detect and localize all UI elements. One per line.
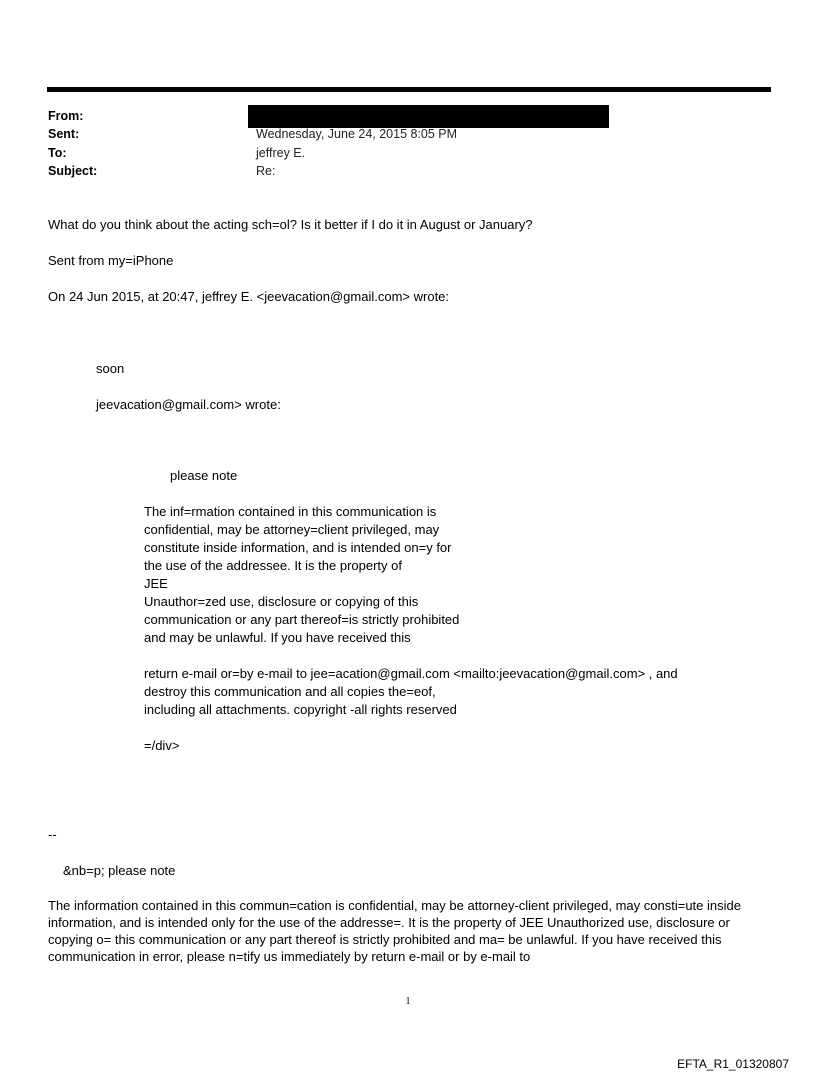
disclaimer-line: and may be unlawful. If you have received this [144, 630, 411, 645]
disclaimer-line: the use of the addressee. It is the property of [144, 558, 402, 573]
quote-header: On 24 Jun 2015, at 20:47, jeffrey E. <jeevacation@gmail.com> wrote: [48, 289, 450, 304]
disclaimer-line: communication or any part thereof=is strictly prohibited [144, 612, 460, 627]
please-note: please note [170, 468, 238, 483]
signature-dashes: -- [48, 827, 57, 842]
subject-label: Subject: [48, 164, 98, 178]
page-number: 1 [405, 996, 411, 1007]
disclaimer-line: including all attachments. copyright -all rights reserved [144, 702, 457, 717]
soon-text: soon [96, 361, 125, 376]
sent-label: Sent: [48, 127, 80, 141]
disclaimer-line: constitute inside information, and is intended on=y for [144, 540, 452, 555]
div-close-text: =/div> [144, 738, 180, 753]
disclaimer-line: JEE [144, 576, 168, 591]
wrote-line: jeevacation@gmail.com> wrote: [96, 397, 281, 412]
header-rule [47, 87, 771, 92]
subject-value: Re: [256, 164, 276, 178]
sent-from-line: Sent from my=iPhone [48, 253, 174, 268]
nbsp-please-note: &nb=p; please note [63, 863, 176, 878]
to-value: jeffrey E. [256, 146, 306, 160]
redaction-box [248, 105, 609, 128]
disclaimer-line: The inf=rmation contained in this communication is [144, 504, 437, 519]
document-id: EFTA_R1_01320807 [677, 1057, 789, 1071]
sent-value: Wednesday, June 24, 2015 8:05 PM [256, 127, 458, 141]
from-label: From: [48, 109, 84, 123]
disclaimer-line: return e-mail or=by e-mail to jee=acation@gmail.com <mailto:jeevacation@gmail.com> , and [144, 666, 678, 681]
disclaimer-line: destroy this communication and all copies the=eof, [144, 684, 436, 699]
message-line: What do you think about the acting sch=ol? Is it better if I do it in August or January? [48, 217, 533, 232]
final-disclaimer: The information contained in this commun=cation is confidential, may be attorney-client privileged, may consti=ute inside information, and is intended only for the use of the addresse=. It is the property of JEE Unauthorized use, disclosure or copying o= this communication or any part thereof is strictly prohibited and ma= be unlawful. If you have received this communication in error, please n=tify us immediately by return e-mail or by e-mail to [48, 898, 741, 964]
disclaimer-line: confidential, may be attorney=client privileged, may [144, 522, 440, 537]
to-label: To: [48, 146, 67, 160]
disclaimer-line: Unauthor=zed use, disclosure or copying of this [144, 594, 419, 609]
